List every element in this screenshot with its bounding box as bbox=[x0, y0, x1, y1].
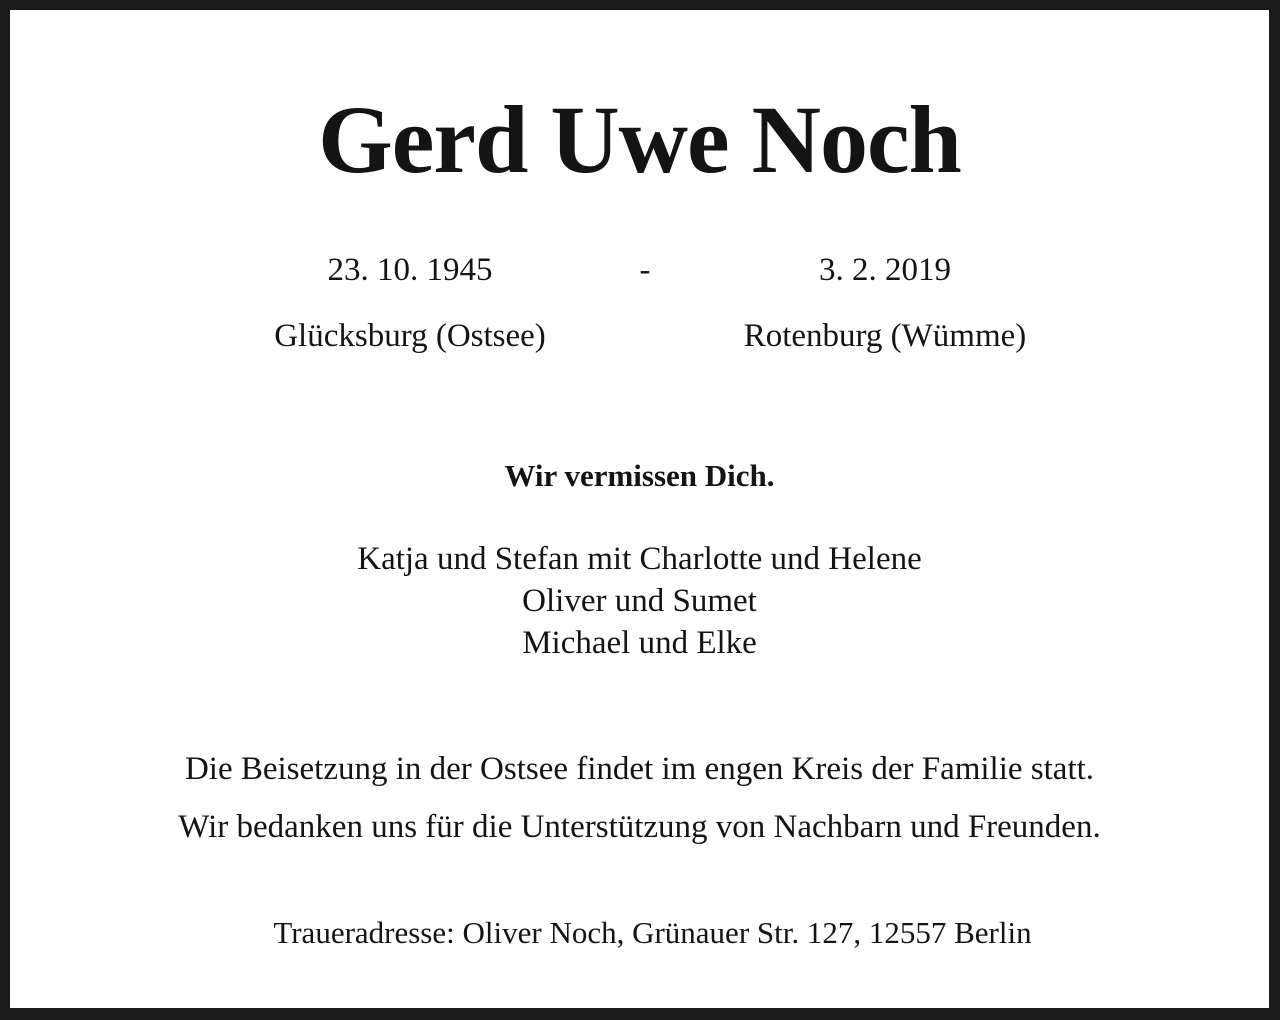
death-date: 3. 2. 2019 bbox=[819, 252, 951, 288]
date-separator: - bbox=[639, 252, 651, 288]
mourner-line: Michael und Elke bbox=[522, 625, 757, 661]
mourner-line: Katja und Stefan mit Charlotte und Helene bbox=[357, 541, 922, 577]
funeral-info-line: Die Beisetzung in der Ostsee findet im engen Kreis der Familie statt. bbox=[184, 751, 1095, 787]
life-dates-row bbox=[10, 250, 1269, 290]
birth-date: 23. 10. 1945 bbox=[327, 252, 493, 288]
death-place: Rotenburg (Wümme) bbox=[743, 318, 1027, 354]
tagline: Wir vermissen Dich. bbox=[504, 458, 775, 493]
thanks-line: Wir bedanken uns für die Unterstützung von Nachbarn und Freunden. bbox=[178, 809, 1101, 845]
mourner-line: Oliver und Sumet bbox=[522, 583, 757, 619]
closing-text bbox=[10, 740, 1269, 856]
deceased-name: Gerd Uwe Noch bbox=[318, 86, 961, 193]
life-places-row bbox=[10, 316, 1269, 356]
mourning-address: Traueradresse: Oliver Noch, Grünauer Str. 127, 12557 Berlin bbox=[273, 915, 1032, 950]
mourners-list bbox=[10, 538, 1269, 664]
birth-place: Glücksburg (Ostsee) bbox=[274, 318, 546, 354]
